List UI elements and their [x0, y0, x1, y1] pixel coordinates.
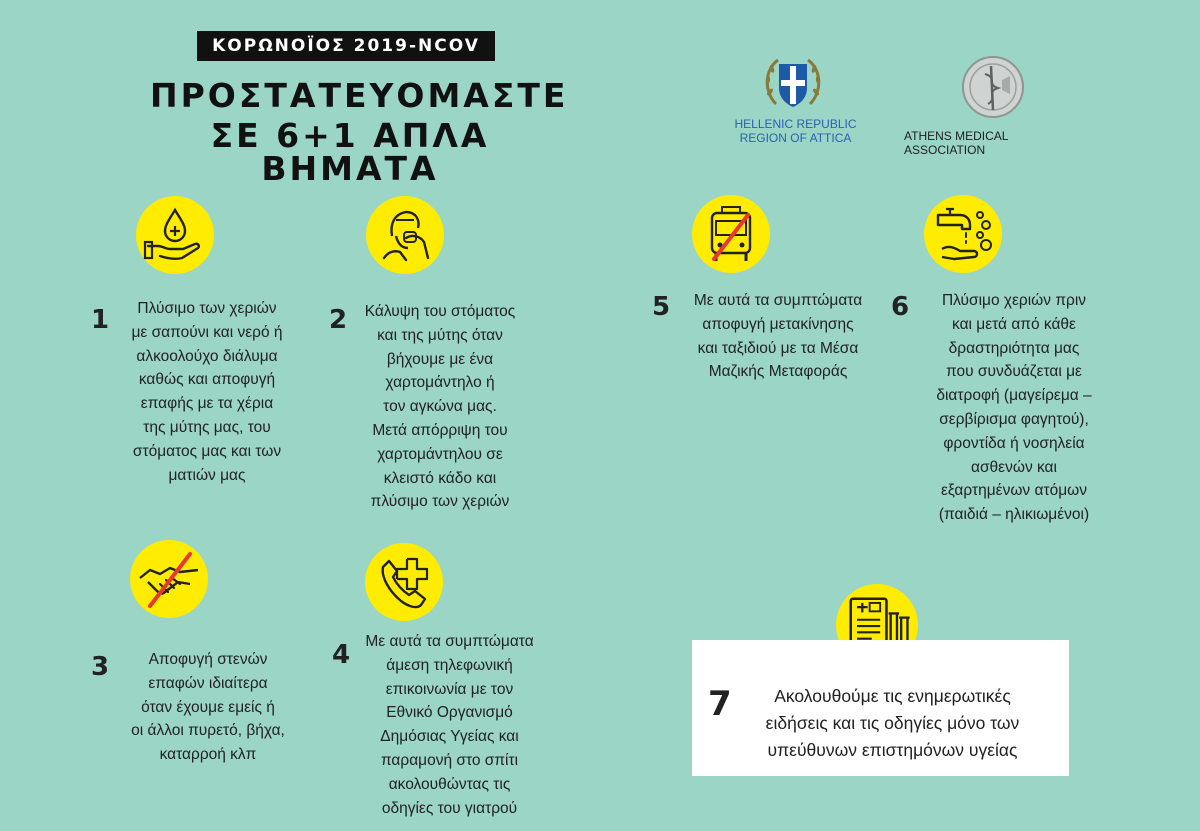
step-5-text [678, 289, 878, 384]
step-6-line: σερβίρισμα φαγητού), [939, 410, 1089, 428]
cough-cover-icon [366, 196, 444, 274]
faucet-wash-icon [924, 195, 1002, 273]
step-2-line: και της μύτης όταν [377, 326, 503, 344]
step-7-number: 7 [708, 684, 732, 724]
step-2-line: Κάλυψη του στόματος [364, 303, 516, 320]
step-2-line: τον αγκώνα μας. [383, 398, 497, 416]
region-logo-text [733, 117, 858, 145]
step-3-line: καταρροή κλπ [159, 746, 257, 764]
step-2-text [350, 300, 530, 514]
step-2-line: χαρτομάντηλο ή [385, 374, 495, 392]
step-4-line: Δημόσιας Υγείας και [380, 728, 519, 746]
step-1-number: 1 [91, 305, 110, 335]
step-1-line: καθώς και αποφυγή [138, 371, 276, 389]
step-4-line: επικοινωνία με τον [385, 680, 514, 698]
step-7-line: Ακολουθούμε τις ενημερωτικές [774, 686, 1011, 706]
step-6-text [914, 289, 1114, 527]
step-7-line: ειδήσεις και τις οδηγίες μόνο των [765, 713, 1020, 733]
step-6-line: δραστηριότητα μας [948, 339, 1080, 357]
step-5-line: Με αυτά τα συμπτώματα [693, 292, 863, 309]
medical-seal-icon [958, 56, 1028, 118]
greek-emblem-icon [762, 52, 824, 114]
step-1-line: αλκοολούχο διάλυμα [136, 347, 278, 365]
step-2-line: βήχουμε με ένα [386, 350, 494, 368]
step-6-line: (παιδιά – ηλικιωμένοι) [938, 506, 1090, 524]
step-2-line: χαρτομάντηλου σε [377, 445, 503, 463]
step-3-number: 3 [91, 652, 110, 682]
step-4-line: άμεση τηλεφωνική [386, 656, 513, 674]
region-line-2: REGION OF ATTICA [739, 131, 852, 145]
step-1-line: της μύτης μας, του [143, 418, 271, 436]
step-1-line: στόματος μας και των [132, 442, 282, 460]
headline-line-1: ΠΡΟΣΤΑΤΕΥΟΜΑΣΤΕ [150, 76, 569, 115]
step-4-line: οδηγίες του γιατρού [381, 799, 518, 817]
step-5-line: Μαζικής Μεταφοράς [708, 363, 848, 381]
topic-badge [197, 31, 495, 61]
step-6-line: διατροφή (μαγείρεμα – [936, 387, 1092, 405]
step-2-line: Μετά απόρριψη του [372, 421, 508, 439]
step-1-line: Πλύσιμο των χεριών [137, 300, 277, 317]
step-6-number: 6 [891, 292, 910, 322]
no-bus-icon [692, 195, 770, 273]
step-6-line: φροντίδα ή νοσηλεία [943, 434, 1085, 452]
step-4-line: παραμονή στο σπίτι [380, 751, 519, 769]
step-6-line: και μετά από κάθε [952, 315, 1076, 333]
step-6-line: που συνδυάζεται με [946, 363, 1082, 381]
region-line-1: HELLENIC REPUBLIC [734, 117, 857, 131]
step-3-line: επαφών ιδιαίτερα [148, 674, 268, 692]
step-1-line: επαφής με τα χέρια [140, 395, 274, 413]
topic-label: ΚΟΡΩΝΟΪΟΣ 2019-NCOV [212, 36, 480, 56]
step-2-line: κλειστό κάδο και [383, 469, 497, 487]
step-6-line: Πλύσιμο χεριών πριν [941, 292, 1087, 309]
step-3-line: όταν έχουμε εμείς ή [141, 698, 275, 716]
step-1-line: με σαπούνι και νερό ή [131, 323, 283, 341]
headline-line-2: ΣΕ 6+1 ΑΠΛΑ ΒΗΜΑΤΑ [210, 116, 490, 188]
step-4-number: 4 [332, 640, 351, 670]
step-4-line: Εθνικό Οργανισμό [386, 704, 513, 722]
no-handshake-icon [130, 540, 208, 618]
step-6-line: ασθενών και [971, 458, 1057, 476]
step-4-text [352, 630, 547, 820]
step-7-text [740, 683, 1045, 764]
step-1-line: ματιών μας [168, 466, 246, 484]
step-7-line: υπεύθυνων επιστημόνων υγείας [767, 740, 1018, 760]
step-5-line: και ταξιδιού με τα Μέσα [697, 339, 859, 357]
step-4-line: Με αυτά τα συμπτώματα [365, 633, 534, 650]
phone-medical-icon [365, 543, 443, 621]
medical-association-name: ATHENS MEDICAL ASSOCIATION [904, 129, 1009, 157]
step-5-line: αποφυγή μετακίνησης [702, 315, 854, 333]
step-5-number: 5 [652, 292, 671, 322]
step-4-line: ακολουθώντας τις [388, 775, 511, 793]
hand-wash-drop-icon [136, 196, 214, 274]
step-3-line: Αποφυγή στενών [148, 651, 268, 668]
step-1-text [112, 297, 302, 487]
step-2-number: 2 [329, 305, 348, 335]
step-6-line: εξαρτημένων ατόμων [941, 482, 1087, 500]
step-3-text [118, 648, 298, 767]
step-2-line: πλύσιμο των χεριών [370, 493, 510, 511]
step-3-line: οι άλλοι πυρετό, βήχα, [131, 722, 285, 740]
